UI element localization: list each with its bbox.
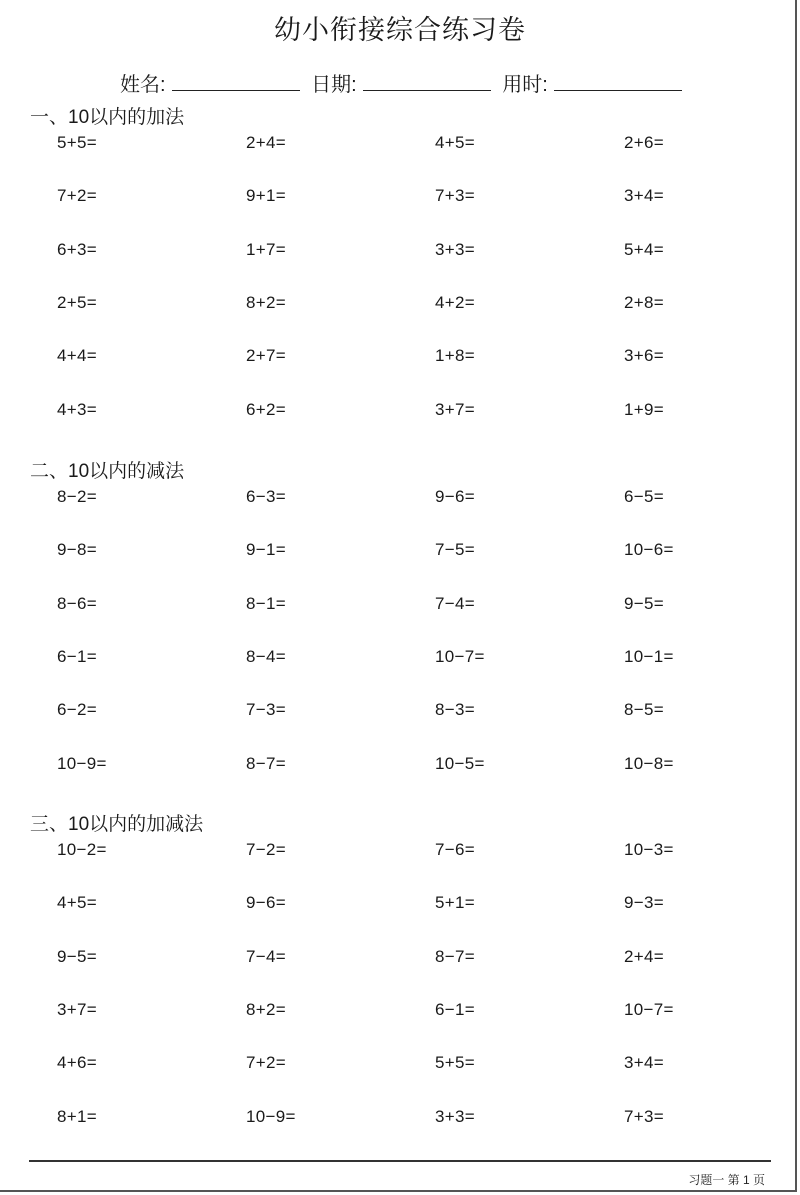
math-problem: 2+6= bbox=[624, 133, 664, 152]
math-problem: 10−6= bbox=[624, 540, 674, 560]
math-problem: 4+6= bbox=[57, 1053, 97, 1073]
problem-row bbox=[57, 594, 777, 618]
math-problem: 7−2= bbox=[246, 840, 286, 859]
math-problem: 9+1= bbox=[246, 186, 286, 206]
problem-row bbox=[57, 240, 777, 264]
problem-row bbox=[57, 1053, 777, 1077]
math-problem: 5+1= bbox=[435, 893, 475, 913]
problem-row bbox=[57, 293, 777, 317]
math-problem: 3+7= bbox=[435, 399, 475, 419]
section-title: 一、10以内的加法 bbox=[30, 107, 185, 128]
problem-row bbox=[57, 540, 777, 564]
math-problem: 5+5= bbox=[57, 133, 97, 152]
math-problem: 6+3= bbox=[57, 239, 97, 259]
math-problem: 6−1= bbox=[435, 999, 475, 1019]
math-problem: 9−5= bbox=[57, 946, 97, 966]
problem-row bbox=[57, 400, 777, 424]
page-title: 幼小衔接综合练习卷 bbox=[274, 15, 526, 45]
math-problem: 8−1= bbox=[246, 593, 286, 613]
math-problem: 6−5= bbox=[624, 487, 664, 506]
student-info-line bbox=[120, 68, 688, 97]
math-problem: 8−7= bbox=[435, 946, 475, 966]
math-problem: 4+2= bbox=[435, 292, 475, 312]
problem-row bbox=[57, 1000, 777, 1024]
problem-row bbox=[57, 947, 777, 971]
footer-divider bbox=[29, 1160, 771, 1162]
math-problem: 7−4= bbox=[246, 946, 286, 966]
math-problem: 6−1= bbox=[57, 646, 97, 666]
date-label: 日期: bbox=[311, 74, 357, 96]
math-problem: 2+7= bbox=[246, 346, 286, 366]
page-footer: 习题一 第 1 页 bbox=[688, 1173, 765, 1187]
math-problem: 10−7= bbox=[624, 999, 674, 1019]
math-problem: 8+2= bbox=[246, 292, 286, 312]
math-problem: 7−4= bbox=[435, 593, 475, 613]
name-label: 姓名: bbox=[120, 74, 166, 96]
name-blank[interactable] bbox=[172, 74, 300, 91]
problem-row bbox=[57, 700, 777, 724]
math-problem: 7−6= bbox=[435, 840, 475, 859]
math-problem: 6+2= bbox=[246, 399, 286, 419]
math-problem: 6−3= bbox=[246, 487, 286, 506]
section-title: 三、10以内的加减法 bbox=[30, 814, 204, 835]
math-problem: 1+9= bbox=[624, 399, 664, 419]
math-problem: 10−3= bbox=[624, 840, 674, 859]
math-problem: 7+3= bbox=[624, 1106, 664, 1126]
math-problem: 3+3= bbox=[435, 1106, 475, 1126]
problem-row bbox=[57, 346, 777, 370]
math-problem: 10−9= bbox=[57, 753, 107, 773]
math-problem: 5+4= bbox=[624, 239, 664, 259]
math-problem: 8−4= bbox=[246, 646, 286, 666]
math-problem: 6−2= bbox=[57, 700, 97, 720]
math-problem: 9−1= bbox=[246, 540, 286, 560]
math-problem: 9−6= bbox=[246, 893, 286, 913]
math-problem: 4+4= bbox=[57, 346, 97, 366]
problem-row bbox=[57, 1107, 777, 1131]
math-problem: 4+3= bbox=[57, 399, 97, 419]
math-problem: 1+7= bbox=[246, 239, 286, 259]
math-problem: 8−5= bbox=[624, 700, 664, 720]
math-problem: 2+5= bbox=[57, 292, 97, 312]
math-problem: 10−7= bbox=[435, 646, 485, 666]
math-problem: 8−3= bbox=[435, 700, 475, 720]
math-problem: 2+4= bbox=[246, 133, 286, 152]
math-problem: 7−5= bbox=[435, 540, 475, 560]
math-problem: 3+4= bbox=[624, 186, 664, 206]
math-problem: 10−5= bbox=[435, 753, 485, 773]
math-problem: 2+4= bbox=[624, 946, 664, 966]
date-blank[interactable] bbox=[363, 74, 491, 91]
math-problem: 8+1= bbox=[57, 1106, 97, 1126]
math-problem: 9−5= bbox=[624, 593, 664, 613]
math-problem: 7+2= bbox=[246, 1053, 286, 1073]
math-problem: 7+2= bbox=[57, 186, 97, 206]
math-problem: 8+2= bbox=[246, 999, 286, 1019]
math-problem: 7−3= bbox=[246, 700, 286, 720]
math-problem: 4+5= bbox=[435, 133, 475, 152]
math-problem: 8−6= bbox=[57, 593, 97, 613]
problem-row bbox=[57, 893, 777, 917]
math-problem: 10−8= bbox=[624, 753, 674, 773]
section-title: 二、10以内的减法 bbox=[30, 461, 185, 482]
problem-row bbox=[57, 186, 777, 210]
math-problem: 5+5= bbox=[435, 1053, 475, 1073]
math-problem: 3+4= bbox=[624, 1053, 664, 1073]
math-problem: 7+3= bbox=[435, 186, 475, 206]
math-problem: 9−8= bbox=[57, 540, 97, 560]
math-problem: 8−2= bbox=[57, 487, 97, 506]
math-problem: 8−7= bbox=[246, 753, 286, 773]
time-label: 用时: bbox=[502, 74, 548, 96]
math-problem: 9−3= bbox=[624, 893, 664, 913]
math-problem: 2+8= bbox=[624, 292, 664, 312]
math-problem: 1+8= bbox=[435, 346, 475, 366]
time-blank[interactable] bbox=[554, 74, 682, 91]
problem-row bbox=[57, 754, 777, 778]
problem-row bbox=[57, 840, 777, 864]
math-problem: 10−9= bbox=[246, 1106, 296, 1126]
problem-row bbox=[57, 133, 777, 157]
problem-row bbox=[57, 487, 777, 511]
problem-row bbox=[57, 647, 777, 671]
math-problem: 3+7= bbox=[57, 999, 97, 1019]
math-problem: 10−2= bbox=[57, 840, 107, 859]
math-problem: 9−6= bbox=[435, 487, 475, 506]
math-problem: 4+5= bbox=[57, 893, 97, 913]
math-problem: 10−1= bbox=[624, 646, 674, 666]
math-problem: 3+3= bbox=[435, 239, 475, 259]
math-problem: 3+6= bbox=[624, 346, 664, 366]
